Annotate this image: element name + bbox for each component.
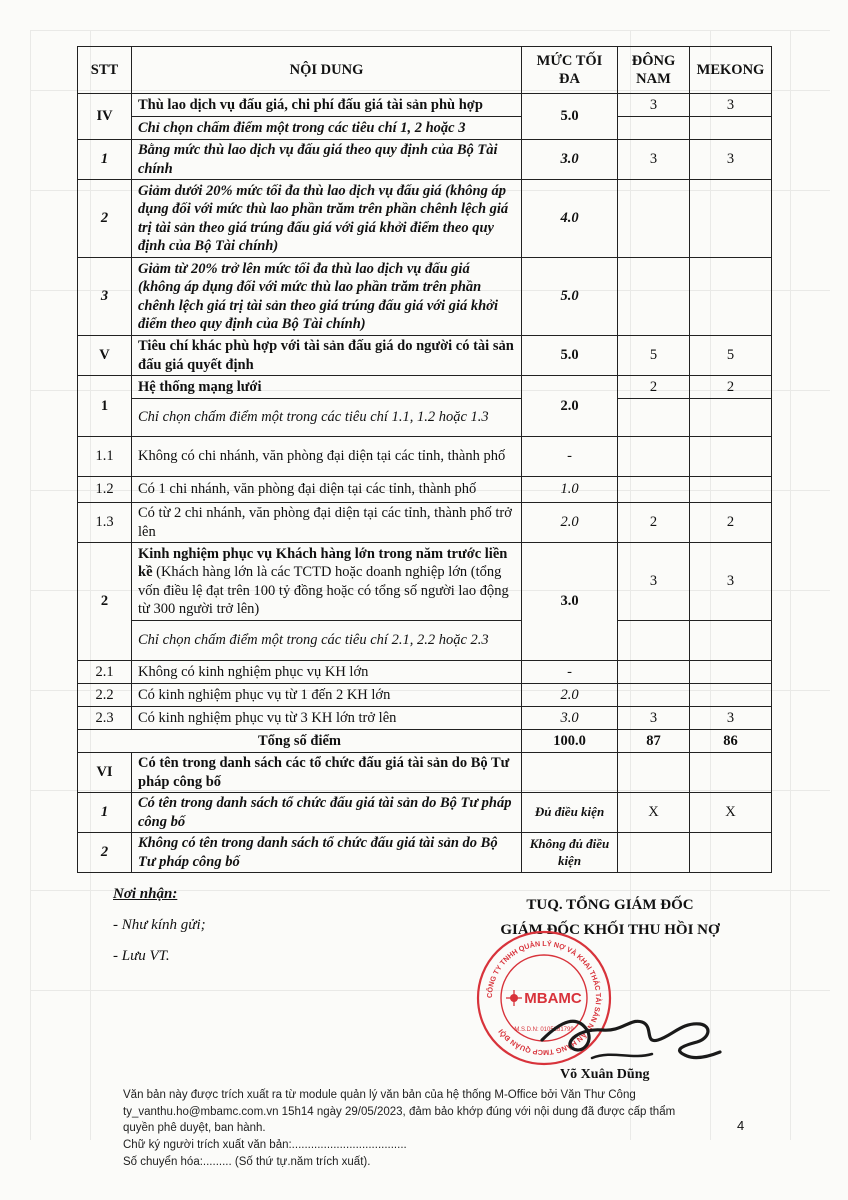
header-max: MỨC TỐI ĐA <box>522 47 618 94</box>
row-content: Hệ thống mạng lưới <box>132 376 522 399</box>
footer-line: Số chuyển hóa:......... (Số thứ tự.năm trích xuất). <box>123 1155 371 1168</box>
row-max: 3.0 <box>522 140 618 180</box>
recipients-block <box>113 886 206 979</box>
row-dong-nam: 3 <box>618 707 690 730</box>
stamp-logo-text: MBAMC <box>524 990 582 1007</box>
total-max: 100.0 <box>522 730 618 753</box>
row-max: 3.0 <box>522 707 618 730</box>
row-mekong: 3 <box>690 140 772 180</box>
row-mekong: 5 <box>690 336 772 376</box>
row-content: Có 1 chi nhánh, văn phòng đại diện tại các tỉnh, thành phố <box>132 477 522 503</box>
row-mekong <box>690 437 772 477</box>
row-max <box>522 753 618 793</box>
total-label: Tổng số điểm <box>78 730 522 753</box>
row-mekong <box>690 180 772 258</box>
row-content: Giảm từ 20% trở lên mức tối đa thù lao dịch vụ đấu giá (không áp dụng đối với mức thù lao phần trăm trên phần chênh lệch giá trị tài sản theo giá trúng đấu giá với giá khởi điểm theo quy định của Bộ Tài chính) <box>132 258 522 336</box>
row-content-note: (Khách hàng lớn là các TCTD hoặc doanh nghiệp lớn (tổng vốn điều lệ đạt trên 100 tỷ đồng hoặc có tổng số người lao động từ 300 người trở lên) <box>138 564 509 617</box>
table-row <box>78 661 772 684</box>
row-mekong: X <box>690 793 772 833</box>
table-row <box>78 503 772 543</box>
signature-position: GIÁM ĐỐC KHỐI THU HỒI NỢ <box>500 922 720 938</box>
table-header-row <box>78 47 772 94</box>
row-max: 2.0 <box>522 503 618 543</box>
row-mekong: 3 <box>690 94 772 117</box>
row-content: Có tên trong danh sách tổ chức đấu giá tài sản do Bộ Tư pháp công bố <box>132 793 522 833</box>
row-mekong <box>690 833 772 873</box>
row-stt: 2.1 <box>78 661 132 684</box>
row-content <box>132 543 522 621</box>
row-mekong: 3 <box>690 707 772 730</box>
row-content: Có từ 2 chi nhánh, văn phòng đại diện tại các tỉnh, thành phố trở lên <box>132 503 522 543</box>
row-max: - <box>522 661 618 684</box>
row-content: Không có tên trong danh sách tổ chức đấu giá tài sản do Bộ Tư pháp công bố <box>132 833 522 873</box>
row-stt: V <box>78 336 132 376</box>
row-max: 5.0 <box>522 258 618 336</box>
row-max: 3.0 <box>522 543 618 661</box>
row-dong-nam: 3 <box>618 140 690 180</box>
recipient-item: - Như kính gửi; <box>113 917 206 933</box>
row-mekong <box>690 621 772 661</box>
row-mekong: 2 <box>690 376 772 399</box>
table-row <box>78 543 772 621</box>
row-stt: 1 <box>78 140 132 180</box>
row-stt: 2 <box>78 543 132 661</box>
table-row <box>78 621 772 661</box>
footer-line: ty_vanthu.ho@mbamc.com.vn 15h14 ngày 29/05/2023, đảm bảo khớp đúng với nội dung đã được cấp thẩm <box>123 1105 676 1118</box>
header-mekong: MEKONG <box>690 47 772 94</box>
footer-line: quyền phê duyệt, ban hành. <box>123 1122 266 1135</box>
row-dong-nam <box>618 437 690 477</box>
table-row <box>78 477 772 503</box>
row-content: Tiêu chí khác phù hợp với tài sản đấu giá do người có tài sản đấu giá quyết định <box>132 336 522 376</box>
table-row <box>78 180 772 258</box>
row-content: Không có chi nhánh, văn phòng đại diện tại các tỉnh, thành phố <box>132 437 522 477</box>
total-dong-nam: 87 <box>618 730 690 753</box>
row-max: Không đủ điều kiện <box>522 833 618 873</box>
stamp-ring-text: CÔNG TY TNHH QUẢN LÝ NỢ VÀ KHAI THÁC TÀI SẢN NGÂN HÀNG TMCP QUÂN ĐỘI <box>484 938 604 1058</box>
footer-line: Văn bản này được trích xuất ra từ module quản lý văn bản của hệ thống M-Office bởi Văn Thư Công <box>123 1089 636 1101</box>
row-max: Đủ điều kiện <box>522 793 618 833</box>
table-row <box>78 753 772 793</box>
row-content: Có kinh nghiệm phục vụ từ 3 KH lớn trở lên <box>132 707 522 730</box>
row-dong-nam: X <box>618 793 690 833</box>
row-dong-nam <box>618 477 690 503</box>
row-stt: 2 <box>78 833 132 873</box>
recipient-item: - Lưu VT. <box>113 948 170 964</box>
row-mekong <box>690 258 772 336</box>
row-content: Chỉ chọn chấm điểm một trong các tiêu chí 2.1, 2.2 hoặc 2.3 <box>132 621 522 661</box>
row-stt: 2 <box>78 180 132 258</box>
header-stt: STT <box>78 47 132 94</box>
row-max: 1.0 <box>522 477 618 503</box>
row-stt: 1 <box>78 376 132 437</box>
row-content-bold: Kinh nghiệm phục vụ Khách hàng lớn trong năm trước liền kề <box>138 546 508 581</box>
row-dong-nam <box>618 684 690 707</box>
row-max: 5.0 <box>522 336 618 376</box>
row-mekong <box>690 117 772 140</box>
row-mekong: 2 <box>690 503 772 543</box>
table-row <box>78 437 772 477</box>
row-dong-nam: 5 <box>618 336 690 376</box>
table-row <box>78 336 772 376</box>
row-max: 4.0 <box>522 180 618 258</box>
page-number: 4 <box>737 1118 745 1133</box>
document-footer <box>123 1087 763 1170</box>
row-max: 2.0 <box>522 376 618 437</box>
row-dong-nam: 3 <box>618 94 690 117</box>
row-dong-nam: 3 <box>618 543 690 621</box>
table-row <box>78 94 772 117</box>
row-stt: 2.3 <box>78 707 132 730</box>
table-row <box>78 117 772 140</box>
total-mekong: 86 <box>690 730 772 753</box>
table-row <box>78 833 772 873</box>
header-dong-nam: ĐÔNG NAM <box>618 47 690 94</box>
row-content: Có kinh nghiệm phục vụ từ 1 đến 2 KH lớn <box>132 684 522 707</box>
row-stt: 1.1 <box>78 437 132 477</box>
row-content: Thù lao dịch vụ đấu giá, chi phí đấu giá tài sản phù hợp <box>132 94 522 117</box>
row-content: Chỉ chọn chấm điểm một trong các tiêu chí 1, 2 hoặc 3 <box>132 117 522 140</box>
row-stt: VI <box>78 753 132 793</box>
row-stt: IV <box>78 94 132 140</box>
table-row <box>78 376 772 399</box>
row-stt: 1 <box>78 793 132 833</box>
row-dong-nam <box>618 180 690 258</box>
row-mekong: 3 <box>690 543 772 621</box>
footer-line: Chữ ký người trích xuất văn bản:.................................... <box>123 1139 407 1152</box>
total-row <box>78 730 772 753</box>
table-row <box>78 793 772 833</box>
row-dong-nam <box>618 117 690 140</box>
row-max: - <box>522 437 618 477</box>
signer-name: Võ Xuân Dũng <box>560 1067 650 1082</box>
row-mekong <box>690 399 772 437</box>
row-dong-nam: 2 <box>618 376 690 399</box>
header-content: NỘI DUNG <box>132 47 522 94</box>
table-row <box>78 684 772 707</box>
row-content: Có tên trong danh sách các tổ chức đấu giá tài sản do Bộ Tư pháp công bố <box>132 753 522 793</box>
row-max: 2.0 <box>522 684 618 707</box>
evaluation-table <box>77 46 772 873</box>
row-stt: 1.2 <box>78 477 132 503</box>
signature-authority: TUQ. TỔNG GIÁM ĐỐC <box>526 897 694 913</box>
row-content: Không có kinh nghiệm phục vụ KH lớn <box>132 661 522 684</box>
row-stt: 3 <box>78 258 132 336</box>
row-stt: 2.2 <box>78 684 132 707</box>
row-stt: 1.3 <box>78 503 132 543</box>
row-dong-nam <box>618 621 690 661</box>
table-row <box>78 140 772 180</box>
row-dong-nam <box>618 258 690 336</box>
row-mekong <box>690 753 772 793</box>
row-dong-nam <box>618 833 690 873</box>
row-dong-nam <box>618 661 690 684</box>
row-dong-nam <box>618 399 690 437</box>
row-dong-nam <box>618 753 690 793</box>
row-mekong <box>690 477 772 503</box>
table-row <box>78 399 772 437</box>
stamp-code: M.S.D.N: 0105281799 <box>514 1027 574 1033</box>
row-mekong <box>690 684 772 707</box>
mbamc-logo-icon <box>506 990 522 1006</box>
row-content: Bằng mức thù lao dịch vụ đấu giá theo quy định của Bộ Tài chính <box>132 140 522 180</box>
row-content: Chỉ chọn chấm điểm một trong các tiêu chí 1.1, 1.2 hoặc 1.3 <box>132 399 522 437</box>
row-content: Giảm dưới 20% mức tối đa thù lao dịch vụ đấu giá (không áp dụng đối với mức thù lao phần trăm trên phần chênh lệch giá trị tài sản theo giá trúng đấu giá với giá khởi điểm theo quy định của Bộ Tài chính) <box>132 180 522 258</box>
recipients-title: Nơi nhận: <box>113 886 178 902</box>
row-max: 5.0 <box>522 94 618 140</box>
table-row <box>78 707 772 730</box>
row-mekong <box>690 661 772 684</box>
table-row <box>78 258 772 336</box>
row-dong-nam: 2 <box>618 503 690 543</box>
